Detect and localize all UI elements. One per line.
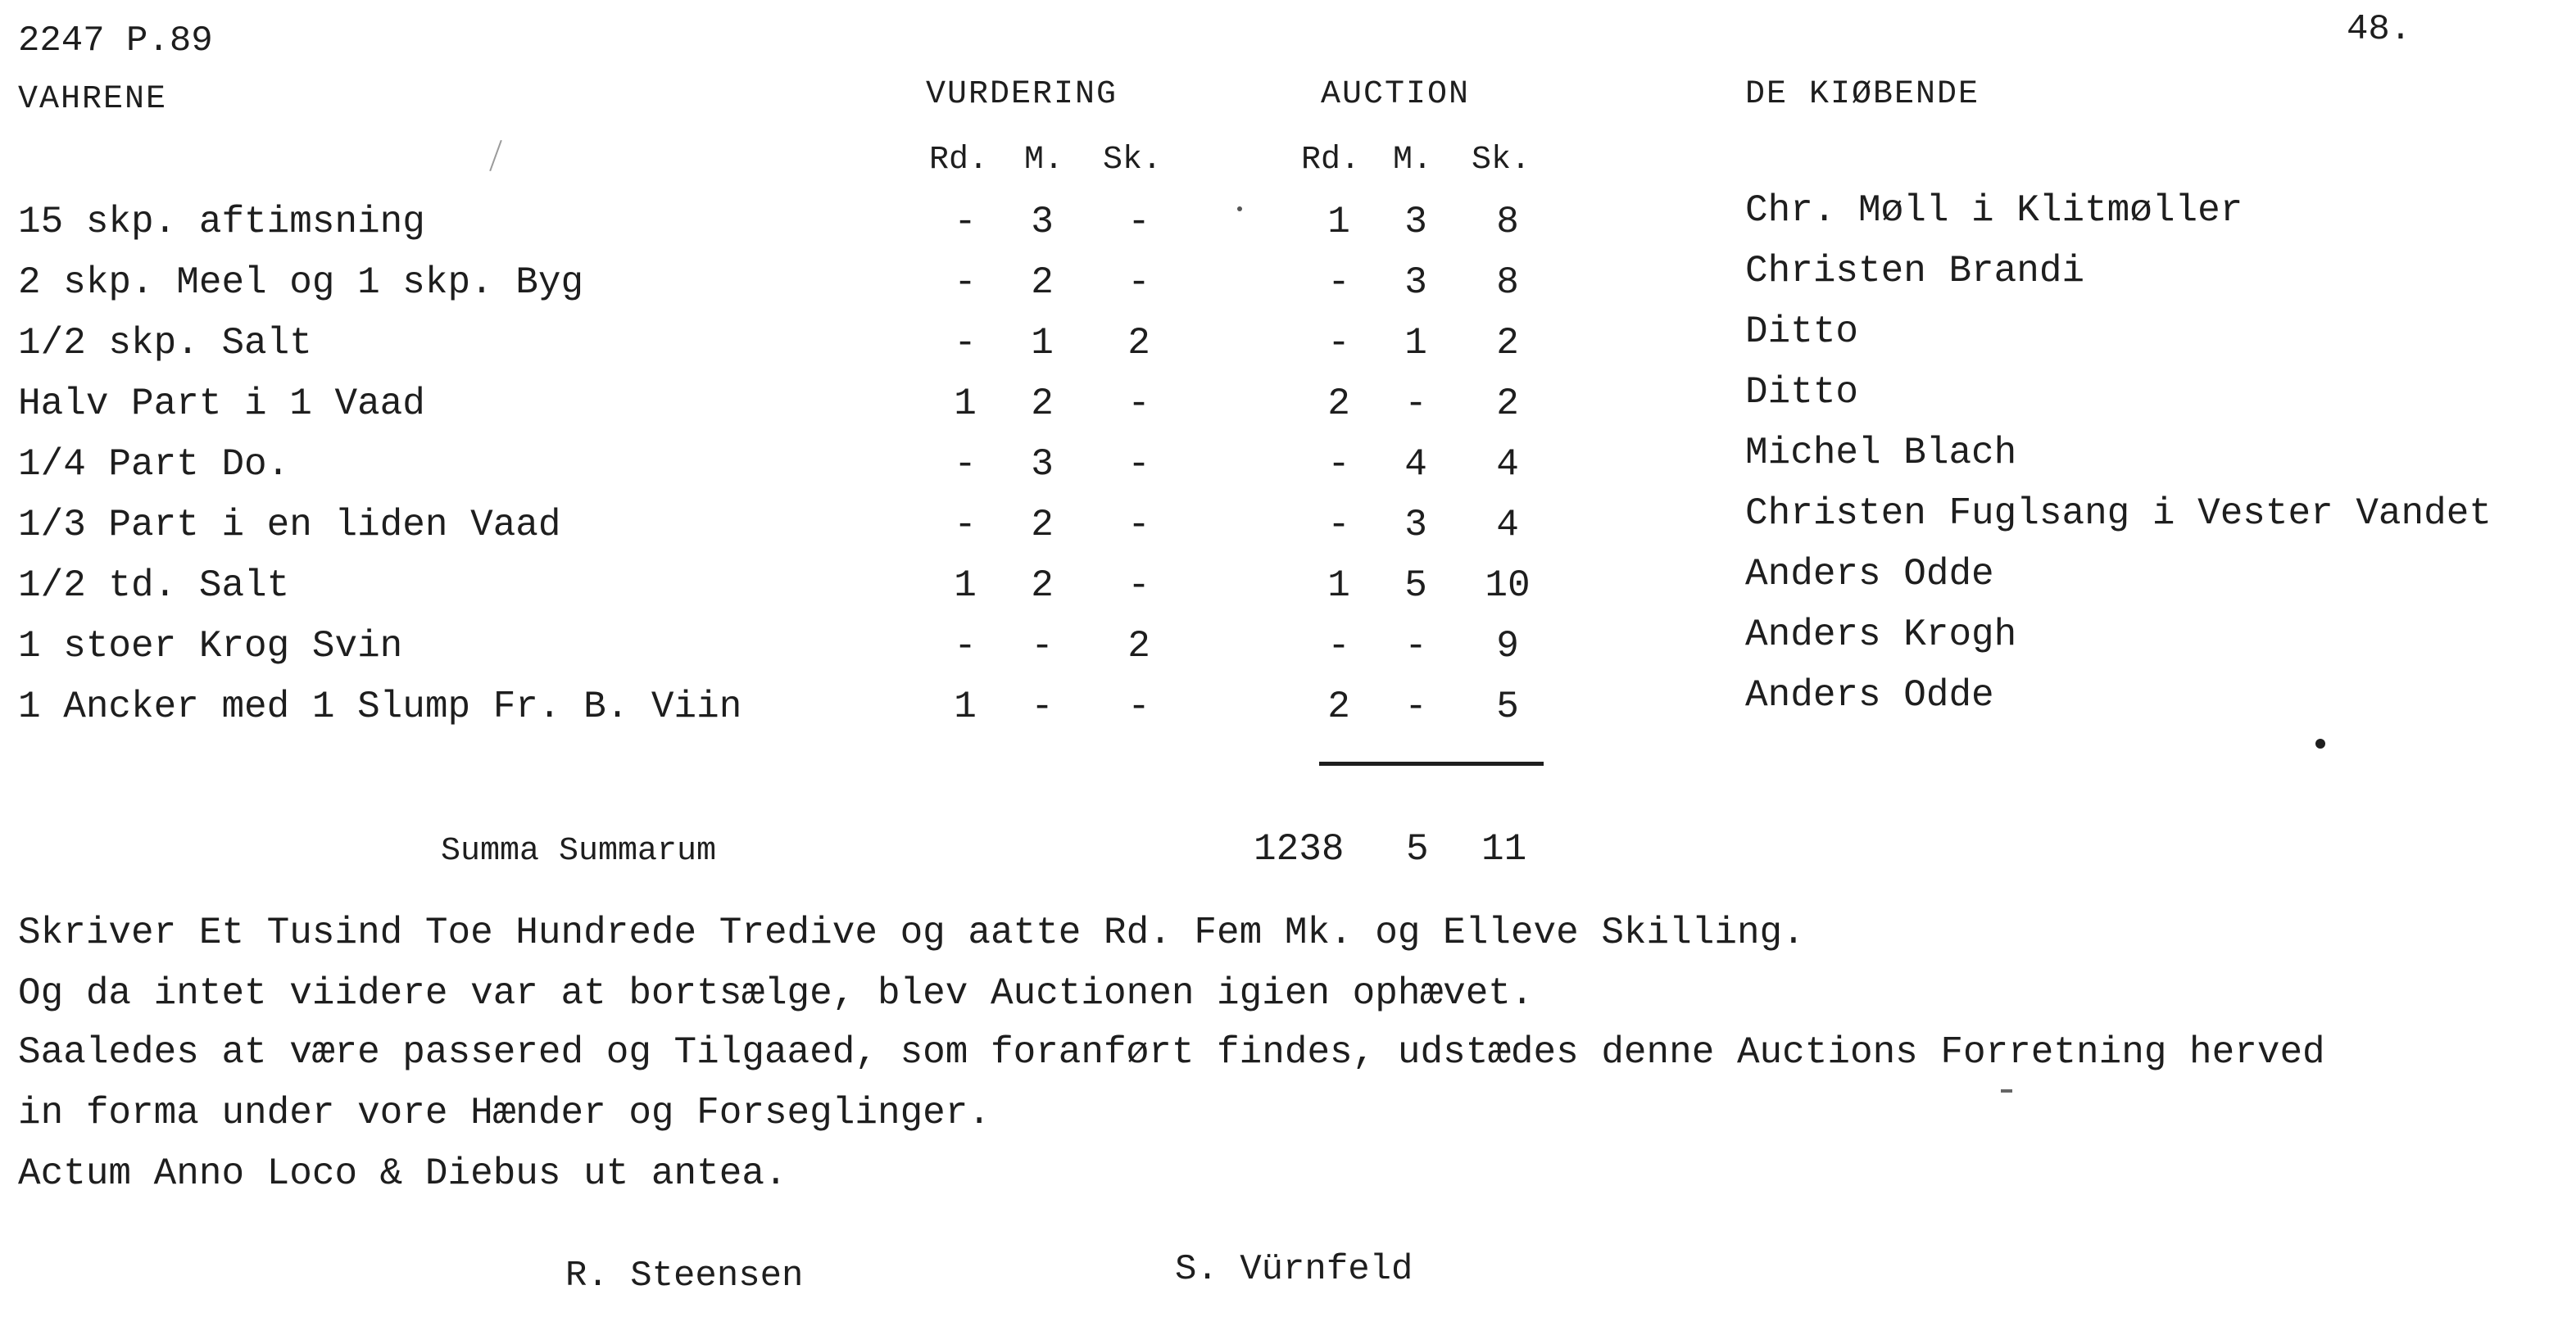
row-auction-rd: - [1327,625,1350,668]
row-item: 15 skp. aftimsning [18,201,425,243]
row-auction-sk: 4 [1496,443,1519,486]
summary-label: Summa Summarum [441,833,717,870]
row-buyer: Michel Blach [1745,432,2017,474]
row-auction-rd: - [1327,443,1350,486]
row-valuation-sk: - [1127,686,1150,728]
table-row [0,310,2576,373]
row-auction-sk: 5 [1496,686,1519,728]
row-valuation-rd: 1 [954,686,977,728]
subheader-auction-sk: Sk. [1472,142,1531,179]
column-header-buyers: DE KIØBENDE [1745,76,1980,113]
row-buyer: Anders Odde [1745,553,1994,595]
summary-sk: 11 [1481,828,1527,871]
row-item: 1 Ancker med 1 Slump Fr. B. Viin [18,686,742,728]
row-auction-sk: 2 [1496,382,1519,425]
column-header-goods: VAHRENE [18,81,168,118]
row-valuation-sk: - [1127,564,1150,607]
row-auction-sk: 10 [1485,564,1531,607]
row-auction-rd: 2 [1327,686,1350,728]
row-auction-m: - [1404,625,1427,668]
row-valuation-rd: - [954,261,977,304]
row-auction-m: 1 [1404,322,1427,364]
subheader-auction-m: M. [1393,142,1433,179]
row-buyer: Ditto [1745,310,1859,353]
column-header-auction: AUCTION [1321,76,1471,113]
row-valuation-m: 1 [1031,322,1054,364]
table-row [0,371,2576,434]
row-valuation-rd: - [954,625,977,668]
row-auction-sk: 9 [1496,625,1519,668]
row-valuation-sk: - [1127,504,1150,546]
row-auction-m: 3 [1404,261,1427,304]
row-buyer: Chr. Møll i Klitmøller [1745,189,2243,232]
table-row [0,432,2576,495]
signature-right: S. Vürnfeld [1175,1249,1413,1290]
row-item: 1/4 Part Do. [18,443,290,486]
row-valuation-m: 3 [1031,443,1054,486]
subheader-valuation-rd: Rd. [929,142,989,179]
row-item: 1/3 Part i en liden Vaad [18,504,561,546]
row-valuation-m: 2 [1031,382,1054,425]
row-auction-m: 3 [1404,201,1427,243]
stray-pencil-mark [489,140,502,171]
row-auction-rd: 1 [1327,564,1350,607]
table-row [0,189,2576,252]
row-item: 2 skp. Meel og 1 skp. Byg [18,261,584,304]
row-valuation-sk: 2 [1127,625,1150,668]
row-auction-m: - [1404,686,1427,728]
signature-left: R. Steensen [565,1256,804,1297]
row-valuation-m: - [1031,686,1054,728]
table-row [0,492,2576,555]
row-auction-m: - [1404,382,1427,425]
row-valuation-sk: - [1127,201,1150,243]
row-valuation-rd: 1 [954,382,977,425]
ink-speck-mark [1237,206,1242,211]
row-auction-m: 4 [1404,443,1427,486]
row-valuation-m: 3 [1031,201,1054,243]
row-buyer: Anders Krogh [1745,613,2017,656]
row-valuation-sk: - [1127,382,1150,425]
row-item: 1/2 skp. Salt [18,322,312,364]
closing-text-line: Actum Anno Loco & Diebus ut antea. [18,1152,787,1195]
subheader-auction-rd: Rd. [1301,142,1361,179]
row-valuation-rd: - [954,322,977,364]
row-valuation-sk: - [1127,261,1150,304]
stray-dash-mark [2001,1089,2012,1093]
page-number: 48. [2347,9,2412,50]
row-buyer: Christen Fuglsang i Vester Vandet [1745,492,2492,535]
closing-text-line: Skriver Et Tusind Toe Hundrede Tredive og aatte Rd. Fem Mk. og Elleve Skilling. [18,912,1805,954]
row-valuation-rd: - [954,201,977,243]
row-valuation-rd: - [954,443,977,486]
row-valuation-sk: - [1127,443,1150,486]
row-valuation-m: 2 [1031,504,1054,546]
row-auction-sk: 4 [1496,504,1519,546]
closing-text-line: in forma under vore Hænder og Forseglinger. [18,1092,991,1134]
row-valuation-m: 2 [1031,261,1054,304]
table-row [0,674,2576,737]
document-reference: 2247 P.89 [18,20,213,61]
table-row [0,613,2576,677]
row-buyer: Christen Brandi [1745,250,2085,292]
row-auction-m: 3 [1404,504,1427,546]
column-header-valuation: VURDERING [926,76,1118,113]
row-auction-rd: - [1327,504,1350,546]
row-valuation-sk: 2 [1127,322,1150,364]
table-row [0,250,2576,313]
row-valuation-m: - [1031,625,1054,668]
row-item: 1/2 td. Salt [18,564,290,607]
summary-m: 5 [1406,828,1429,871]
subheader-valuation-m: M. [1024,142,1064,179]
row-auction-sk: 8 [1496,201,1519,243]
closing-text-line: Saaledes at være passered og Tilgaaed, som foranført findes, udstædes denne Auctions Forretning herved [18,1031,2325,1074]
row-auction-rd: - [1327,322,1350,364]
sum-rule [1319,762,1544,766]
row-auction-rd: 2 [1327,382,1350,425]
table-row [0,553,2576,616]
row-buyer: Ditto [1745,371,1859,414]
row-auction-rd: 1 [1327,201,1350,243]
ink-dot-mark [2315,739,2325,749]
row-item: 1 stoer Krog Svin [18,625,403,668]
closing-text-line: Og da intet viidere var at bortsælge, blev Auctionen igien ophævet. [18,972,1534,1015]
summary-rd: 1238 [1254,828,1345,871]
row-item: Halv Part i 1 Vaad [18,382,425,425]
row-auction-m: 5 [1404,564,1427,607]
row-valuation-rd: 1 [954,564,977,607]
row-auction-sk: 2 [1496,322,1519,364]
row-auction-sk: 8 [1496,261,1519,304]
row-valuation-rd: - [954,504,977,546]
row-buyer: Anders Odde [1745,674,1994,717]
row-valuation-m: 2 [1031,564,1054,607]
subheader-valuation-sk: Sk. [1103,142,1163,179]
row-auction-rd: - [1327,261,1350,304]
